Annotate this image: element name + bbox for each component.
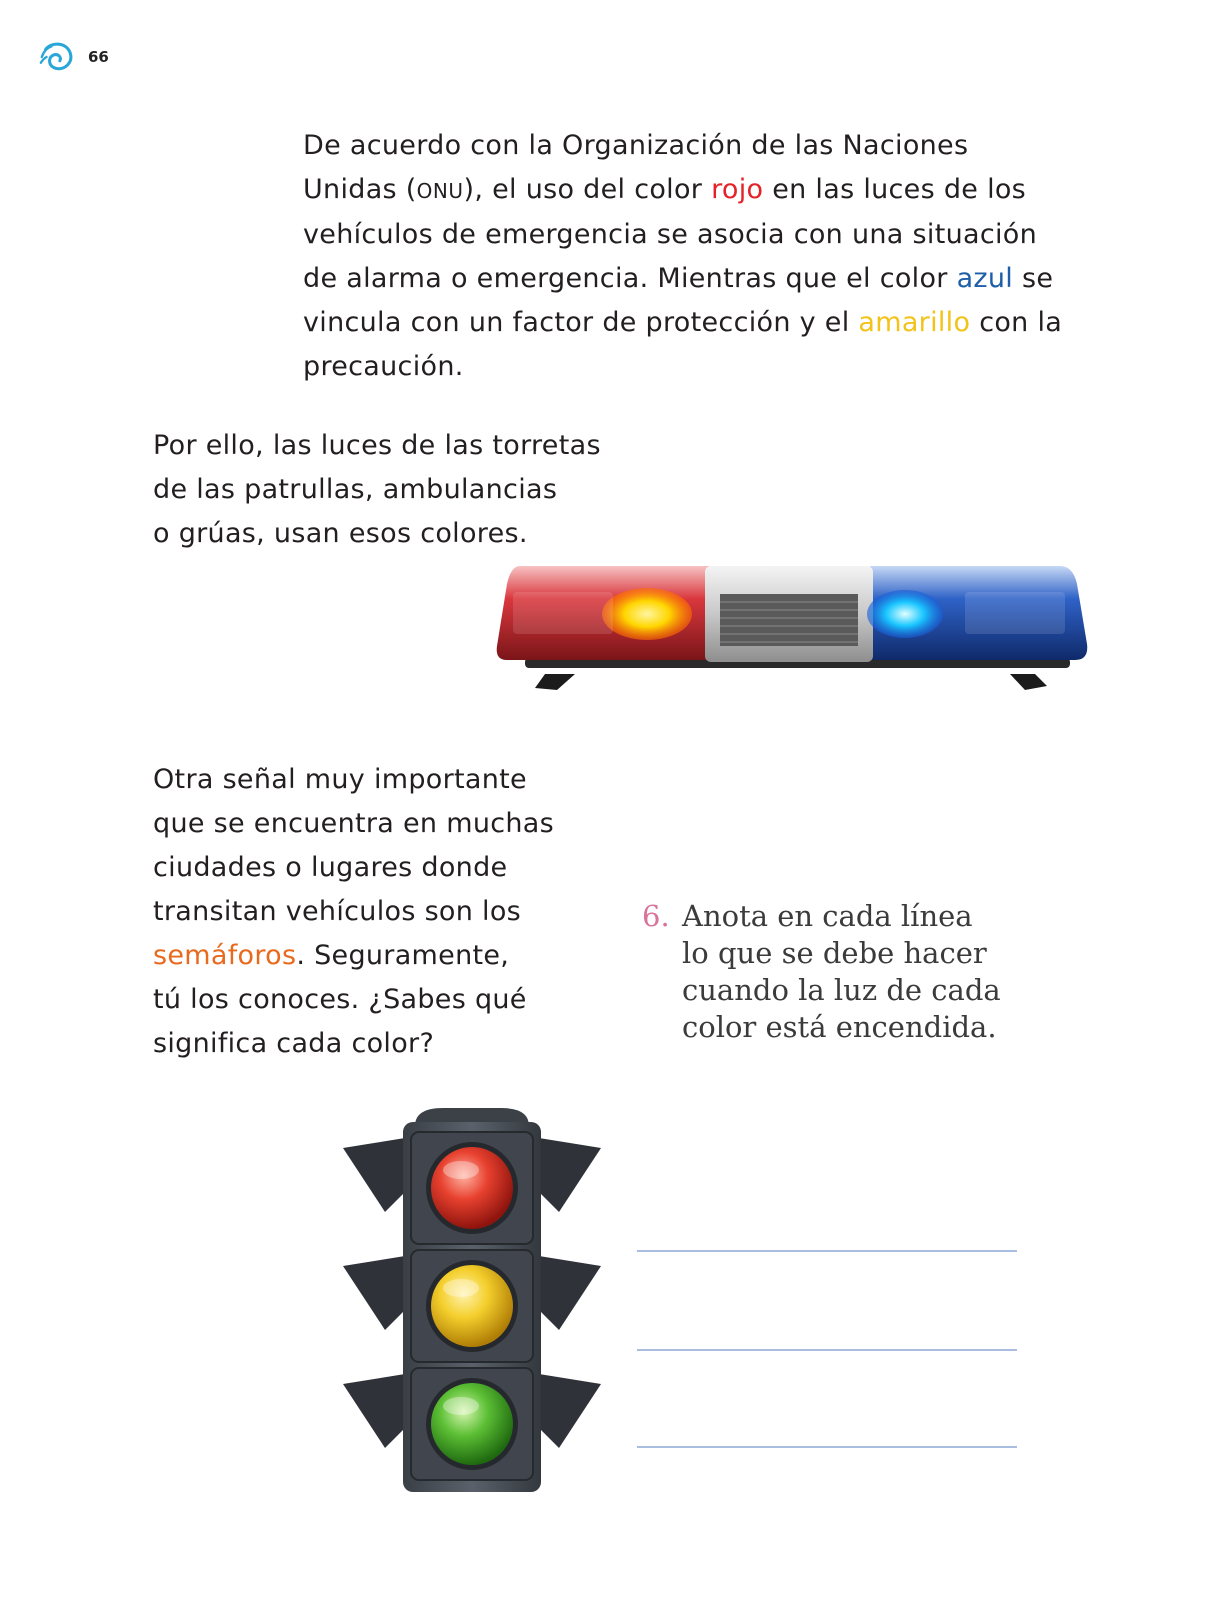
intro-text: Unidas ( [303,174,417,205]
traffic-line: ciudades o lugares donde [153,852,508,883]
word-azul: azul [956,263,1014,294]
answer-line-green[interactable] [637,1446,1017,1448]
intro-text: se [1013,263,1054,294]
intro-text: de alarma o emergencia. Mientras que el color [303,263,957,294]
onu-abbreviation: ONU [416,179,464,203]
intro-line [303,168,1083,213]
activity-line: color está encendida. [682,1010,997,1044]
traffic-line [153,934,583,978]
traffic-text: . Seguramente, [296,940,510,971]
traffic-line: tú los conoces. ¿Sabes qué [153,984,527,1015]
activity-line: lo que se debe hacer [682,936,987,970]
turrets-paragraph [153,424,613,556]
intro-text: con la [970,307,1063,338]
activity-number: 6. [642,899,670,933]
traffic-line: significa cada color? [153,1028,435,1059]
traffic-line: que se encuentra en muchas [153,808,555,839]
intro-text: ), el uso del color [463,174,712,205]
red-lamp [431,1147,513,1229]
turrets-line: o grúas, usan esos colores. [153,518,528,549]
green-lamp [431,1383,513,1465]
turrets-line: de las patrullas, ambulancias [153,474,558,505]
yellow-lamp [431,1265,513,1347]
answer-line-red[interactable] [637,1250,1017,1252]
word-semaforos: semáforos [153,940,297,971]
traffic-line: Otra señal muy importante [153,764,527,795]
word-rojo: rojo [711,174,764,205]
traffic-line: transitan vehículos son los [153,896,522,927]
traffic-light-image [343,1108,601,1492]
page-header [38,38,109,76]
word-amarillo: amarillo [858,307,971,338]
activity-line: cuando la luz de cada [682,973,1001,1007]
intro-line [303,301,1083,345]
page-number: 66 [88,48,109,66]
intro-line [303,213,1083,257]
activity-line: Anota en cada línea [682,899,973,933]
emergency-lightbar-image [495,566,1090,696]
answer-line-yellow[interactable] [637,1349,1017,1351]
intro-line [303,124,1083,168]
intro-text: precaución. [303,351,464,382]
intro-paragraph [303,124,1083,389]
intro-line [303,257,1083,301]
activity-instruction [642,898,1062,1046]
intro-line [303,345,1083,389]
swirl-icon [38,38,76,76]
intro-text: vincula con un factor de protección y el [303,307,859,338]
turrets-line: Por ello, las luces de las torretas [153,430,601,461]
intro-text: De acuerdo con la Organización de las Naciones [303,130,969,161]
intro-text: vehículos de emergencia se asocia con una situación [303,219,1038,250]
intro-text: en las luces de los [763,174,1027,205]
traffic-paragraph [153,758,583,1066]
